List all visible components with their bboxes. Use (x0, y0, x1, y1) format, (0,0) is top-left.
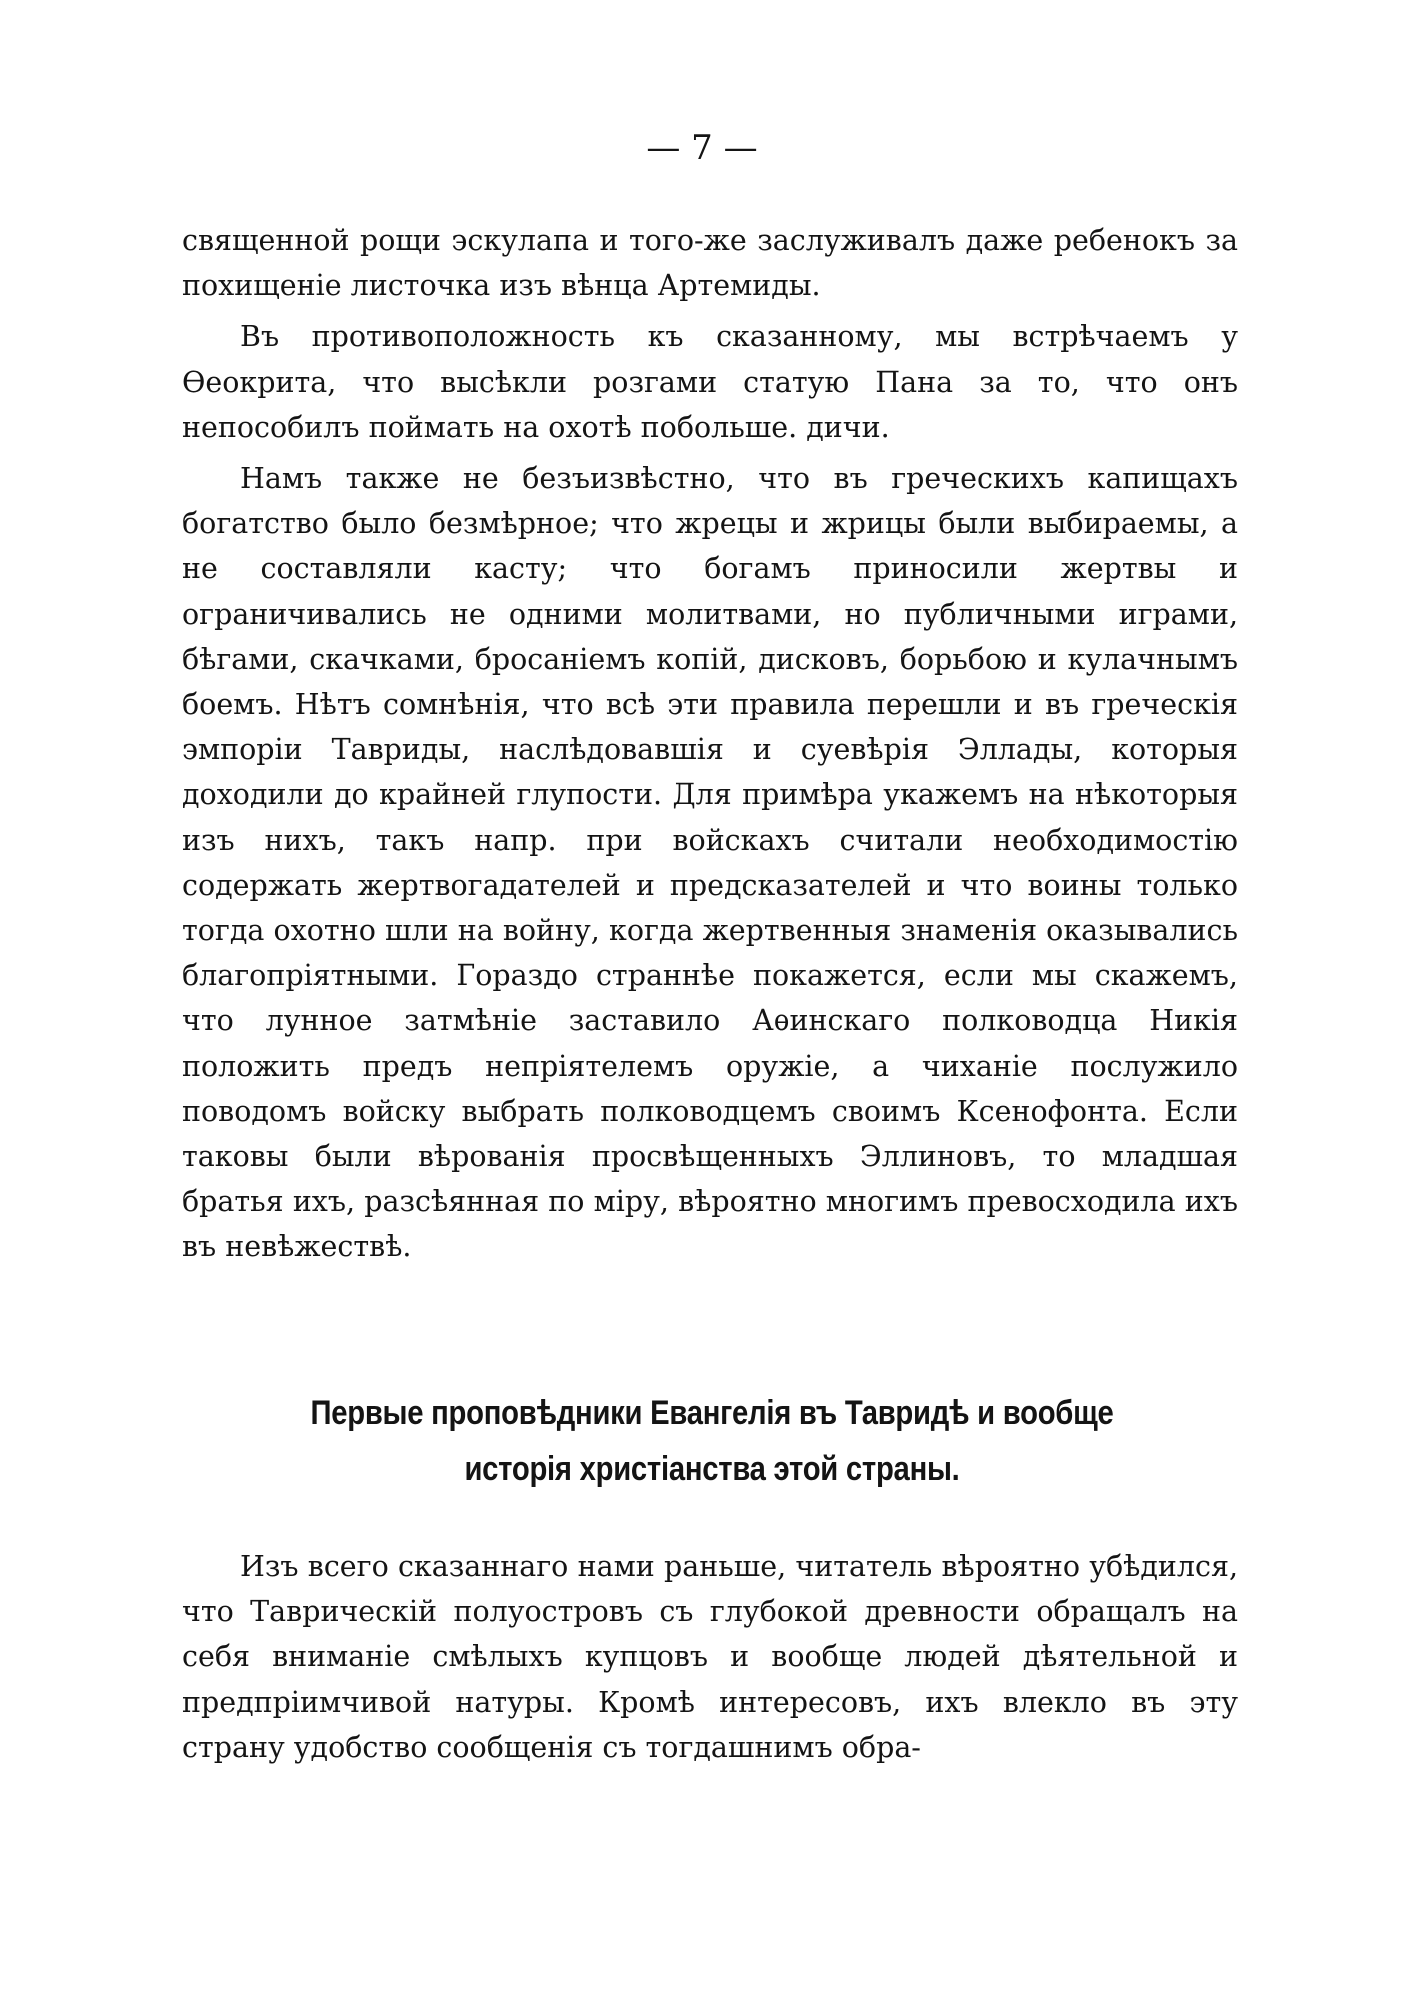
main-text-block (182, 218, 1238, 1276)
section-text-block (182, 1544, 1238, 1776)
paragraph-greek-temples: Намъ также не безъизвѣстно, что въ греческихъ капищахъ богатство было безмѣрное; что жрецы и жрицы были выбираемы, а не составляли касту; что богамъ приносили жертвы и ограничивались не одними молитвами, но публичными играми, бѣгами, скачками, бросаніемъ копій, дисковъ, борьбою и кулачнымъ боемъ. Нѣтъ сомнѣнія, что всѣ эти правила перешли и въ греческія эмпоріи Тавриды, наслѣдовавшія и суевѣрія Эллады, которыя доходили до крайней глупости. Для примѣра укажемъ на нѣкоторыя изъ нихъ, такъ напр. при войскахъ считали необходимостію содержать жертвогадателей и предсказателей и что воины только тогда охотно шли на войну, когда жертвенныя знаменія оказывались благопріятными. Гораздо страннѣе покажется, если мы скажемъ, что лунное затмѣніе заставило Аѳинскаго полководца Никія положить предъ непріятелемъ оружіе, а чиханіе послужило поводомъ войску выбрать полководцемъ своимъ Ксенофонта. Если таковы были вѣрованія просвѣщенныхъ Эллиновъ, то младшая братья ихъ, разсѣянная по міру, вѣроятно многимъ превосходила ихъ въ невѣжествѣ. (182, 462, 1238, 1264)
section-heading: Первые проповѣдники Евангелія въ Тавридѣ и вообще исторія христіанства этой страны. (310, 1394, 1114, 1488)
paragraph-continuation: священной рощи эскулапа и того-же заслуживалъ даже ребенокъ за похищеніе листочка изъ вѣнца Артемиды. (182, 224, 1238, 303)
paragraph-section-intro: Изъ всего сказаннаго нами раньше, читатель вѣроятно убѣдился, что Таврическій полуостровъ съ глубокой древности обращалъ на себя вниманіе смѣлыхъ купцовъ и вообще людей дѣятельной и предпріимчивой натуры. Кромѣ интересовъ, ихъ влекло въ эту страну удобство сообщенія съ тогдашнимъ обра- (182, 1550, 1238, 1764)
page-number: — 7 — (646, 128, 758, 168)
paragraph-theocritus: Въ противоположность къ сказанному, мы встрѣчаемъ у Ѳеокрита, что высѣкли розгами статую Пана за то, что онъ непособилъ поймать на охотѣ побольше. дичи. (182, 320, 1238, 444)
